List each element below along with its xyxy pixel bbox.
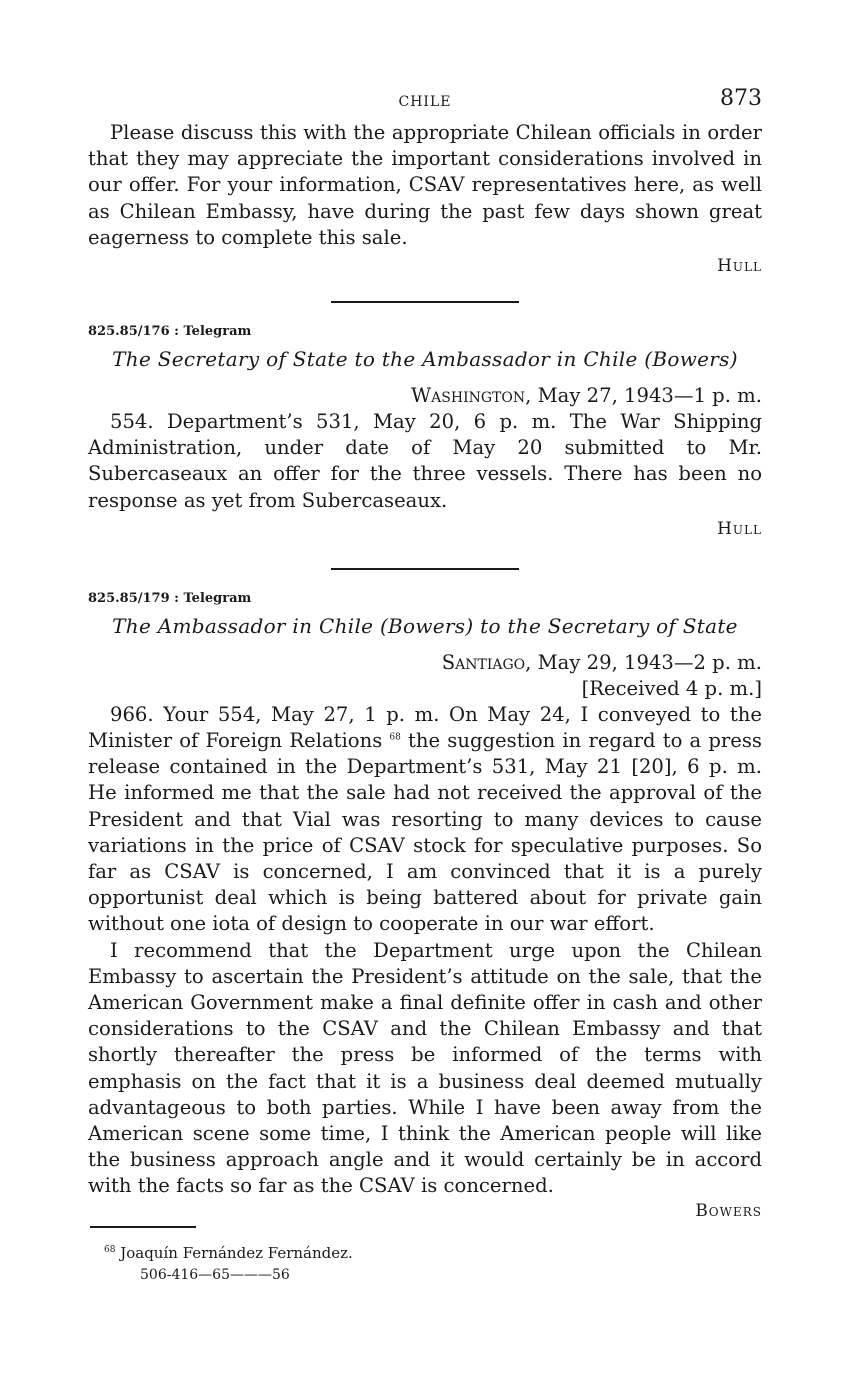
section-divider [331, 301, 519, 303]
section-divider [331, 568, 519, 570]
footnote-divider [90, 1226, 196, 1228]
closing-paragraph: Please discuss this with the appropriate Chilean officials in order that they may appreciate the important considerations involved in our offer. For your information, CSAV representatives here, as well as Chilean Embassy, have during the past few days shown great eagerness to complete this sale. [88, 121, 762, 249]
footnote-marker: 68 [104, 1244, 116, 1255]
telegram-paragraph: 554. Department’s 531, May 20, 6 p. m. The War Shipping Administration, under date of May 20 submitted to Mr. Subercaseaux an offer for the three vessels. There has been no response as yet from Subercaseaux. [88, 410, 762, 512]
dateline-date: , May 29, 1943—2 p. m. [525, 650, 762, 674]
telegram-paragraph [88, 702, 762, 938]
dateline [88, 650, 762, 676]
dateline-place: Washington [411, 384, 526, 408]
running-head [88, 84, 762, 120]
paragraph-text: 966. Your 554, May 27, 1 p. m. On May 24, I conveyed to the Minister of Foreign Relations [88, 702, 762, 753]
footnote [104, 1242, 762, 1264]
dateline-date: , May 27, 1943—1 p. m. [525, 384, 762, 408]
document-page [88, 84, 762, 1286]
footnote-text: Joaquín Fernández Fernández. [115, 1243, 353, 1262]
footnote-reference: 68 [389, 732, 401, 743]
signature-hull-1: Hull [717, 256, 762, 277]
signature-bowers: Bowers [695, 1200, 762, 1221]
telegram-paragraph: I recommend that the Department urge upon the Chilean Embassy to ascertain the President’s attitude on the sale, that the American Government make a final definite offer in cash and other considerations to the CSAV and the Chilean Embassy and that shortly thereafter the press be informed of the terms with emphasis on the fact that it is a business deal deemed mutually advantageous to both parties. While I have been away from the American scene some time, I think the American people will like the business approach angle and it would certainly be in accord with the facts so far as the CSAV is concerned. [88, 938, 762, 1198]
document-heading: The Ambassador in Chile (Bowers) to the Secretary of State [112, 613, 738, 638]
page-number: 873 [720, 86, 762, 111]
file-number: 825.85/179 : Telegram [88, 590, 252, 606]
paragraph-text: the suggestion in regard to a press release contained in the Department’s 531, May 21 [20], 6 p. m. He informed me that the sale had not received the approval of the President and that Vial was resorting to many devices to cause variations in the price of CSAV stock for speculative purposes. So far as CSAV is concerned, I am convinced that it is a purely opportunist deal which is being battered about for private gain without one iota of design to cooperate in our war effort. [88, 729, 762, 936]
file-number: 825.85/176 : Telegram [88, 324, 252, 340]
document-heading: The Secretary of State to the Ambassador in Chile (Bowers) [112, 347, 738, 372]
print-code: 506-416—65———56 [140, 1266, 290, 1283]
dateline-place: Santiago [441, 650, 526, 674]
signature-hull-2: Hull [717, 518, 762, 539]
running-title: CHILE [398, 94, 452, 110]
received-time: [Received 4 p. m.] [581, 676, 762, 700]
dateline [88, 383, 762, 409]
